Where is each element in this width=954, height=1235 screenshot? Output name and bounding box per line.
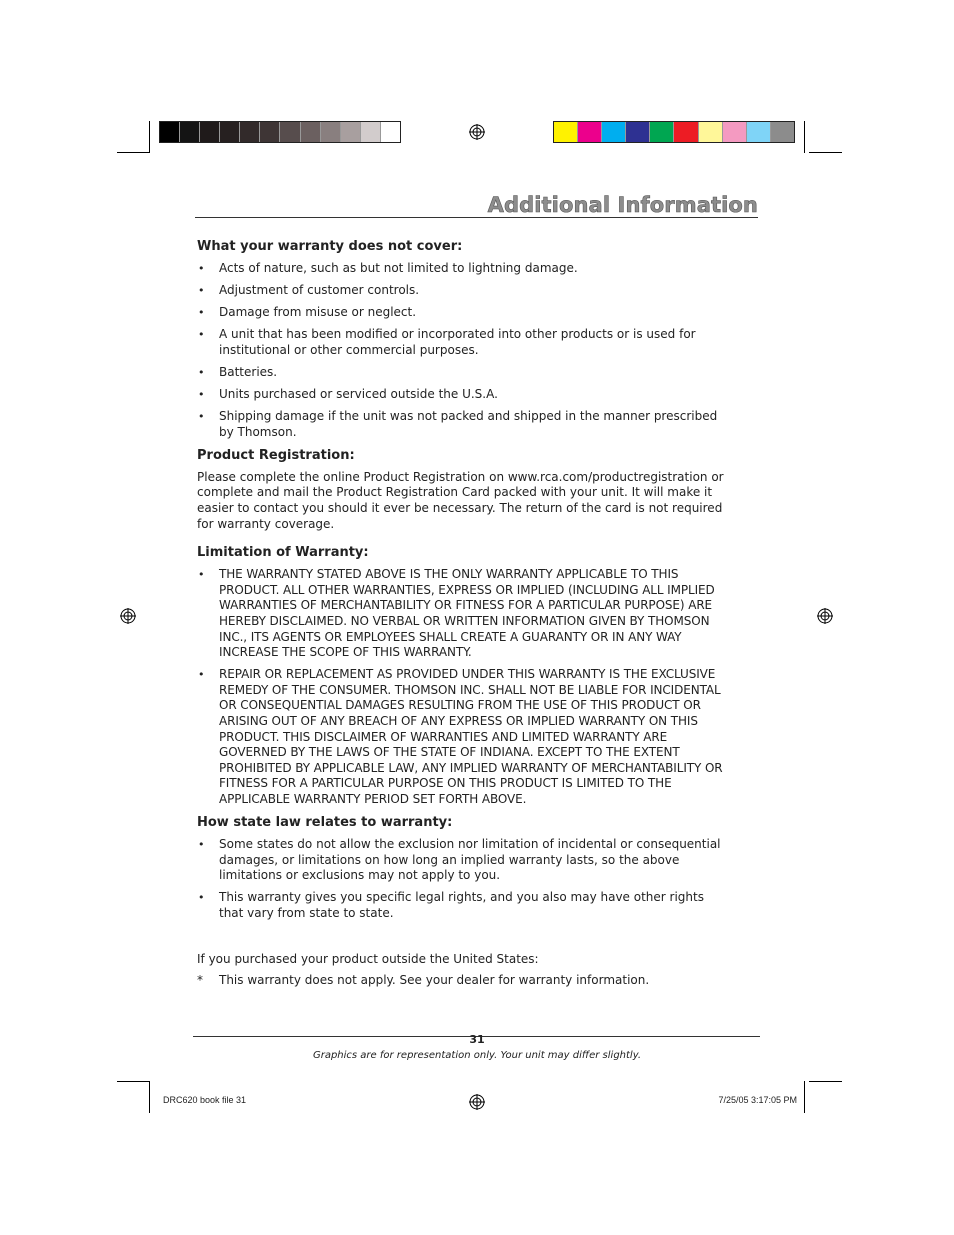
- color-swatch: [180, 122, 200, 142]
- color-swatch: [578, 122, 602, 142]
- section-heading: Limitation of Warranty:: [197, 545, 369, 561]
- limitation-list: [197, 567, 731, 807]
- state-law-section: [197, 814, 731, 921]
- list-item: • Batteries.: [197, 365, 731, 381]
- registration-text: Please complete the online Product Registration on www.rca.com/productregistration or complete and mail the Product Registration Card packed with your unit. It will make it easier to contact you should it ever be necessary. The return of the card is not required for warranty coverage.: [197, 469, 724, 531]
- state-law-list: [197, 837, 731, 921]
- color-swatch: [240, 122, 260, 142]
- registration-section: [197, 447, 731, 532]
- crop-mark: [804, 121, 805, 153]
- list-item: • A unit that has been modified or incorporated into other products or is used for institutional or other commercial purposes.: [197, 327, 731, 358]
- grayscale-calibration-bar: [159, 121, 401, 143]
- page-content: [197, 238, 731, 995]
- color-swatch: [260, 122, 280, 142]
- registration-mark-icon: [469, 1094, 485, 1110]
- crop-mark: [804, 1081, 805, 1113]
- not-covered-list: [197, 261, 731, 440]
- crop-mark: [809, 1081, 842, 1082]
- crop-mark: [149, 1081, 150, 1113]
- section-heading: How state law relates to warranty:: [197, 815, 453, 831]
- title-rule: [195, 217, 758, 218]
- section-heading: Product Registration:: [197, 447, 355, 463]
- list-item: * This warranty does not apply. See your dealer for warranty information.: [197, 973, 731, 989]
- page-title: Additional Information: [487, 193, 758, 217]
- color-swatch: [626, 122, 650, 142]
- crop-mark: [117, 1081, 150, 1082]
- crop-mark: [117, 152, 150, 153]
- color-swatch: [341, 122, 361, 142]
- outside-us-section: [197, 952, 731, 989]
- page-number: 31: [469, 1033, 485, 1046]
- print-slug-file: DRC620 book file 31: [163, 1095, 247, 1105]
- color-calibration-bar: [553, 121, 795, 143]
- list-item: • Damage from misuse or neglect.: [197, 305, 731, 321]
- limitation-section: [197, 544, 731, 807]
- print-slug-timestamp: 7/25/05 3:17:05 PM: [718, 1095, 797, 1105]
- list-item: • Shipping damage if the unit was not packed and shipped in the manner prescribed by Thomson.: [197, 409, 731, 440]
- color-swatch: [699, 122, 723, 142]
- list-item: • THE WARRANTY STATED ABOVE IS THE ONLY WARRANTY APPLICABLE TO THIS PRODUCT. ALL OTHER WARRANTIES, EXPRESS OR IMPLIED (INCLUDING ALL IMPLIED WARRANTIES OF MERCHANTABILITY OR FITNESS FOR A PARTICULAR PURPOSE) ARE HEREBY DISCLAIMED. NO VERBAL OR WRITTEN INFORMATION GIVEN BY THOMSON INC., ITS AGENTS OR EMPLOYEES SHALL CREATE A GUARANTY OR IN ANY WAY INCREASE THE SCOPE OF THIS WARRANTY.: [197, 567, 731, 661]
- outside-us-intro: If you purchased your product outside the United States:: [197, 951, 539, 966]
- list-item: • This warranty gives you specific legal rights, and you also may have other rights that vary from state to state.: [197, 890, 731, 921]
- color-swatch: [602, 122, 626, 142]
- list-item: • Units purchased or serviced outside the U.S.A.: [197, 387, 731, 403]
- registration-mark-icon: [120, 608, 136, 624]
- color-swatch: [160, 122, 180, 142]
- list-item: • REPAIR OR REPLACEMENT AS PROVIDED UNDER THIS WARRANTY IS THE EXCLUSIVE REMEDY OF THE CONSUMER. THOMSON INC. SHALL NOT BE LIABLE FOR INCIDENTAL OR CONSEQUENTIAL DAMAGES RESULTING FROM THE USE OF THIS PRODUCT OR ARISING OUT OF ANY BREACH OF ANY EXPRESS OR IMPLIED WARRANTY ON THIS PRODUCT. THIS DISCLAIMER OF WARRANTIES AND LIMITED WARRANTY ARE GOVERNED BY THE LAWS OF THE STATE OF INDIANA. EXCEPT TO THE EXTENT PROHIBITED BY APPLICABLE LAW, ANY IMPLIED WARRANTY OF MERCHANTABILITY OR FITNESS FOR A PARTICULAR PURPOSE ON THIS PRODUCT IS LIMITED TO THE APPLICABLE WARRANTY PERIOD SET FORTH ABOVE.: [197, 667, 731, 807]
- registration-mark-icon: [817, 608, 833, 624]
- color-swatch: [747, 122, 771, 142]
- crop-mark: [149, 121, 150, 153]
- color-swatch: [674, 122, 698, 142]
- color-swatch: [381, 122, 400, 142]
- outside-us-list: [197, 973, 731, 989]
- crop-mark: [809, 152, 842, 153]
- list-item: • Adjustment of customer controls.: [197, 283, 731, 299]
- not-covered-section: [197, 238, 731, 440]
- color-swatch: [301, 122, 321, 142]
- color-swatch: [771, 122, 794, 142]
- list-item: • Some states do not allow the exclusion nor limitation of incidental or consequential damages, or limitations on how long an implied warranty lasts, so the above limitations or exclusions may not apply to you.: [197, 837, 731, 884]
- color-swatch: [361, 122, 381, 142]
- registration-mark-icon: [469, 124, 485, 140]
- list-item: • Acts of nature, such as but not limited to lightning damage.: [197, 261, 731, 277]
- footer-note: Graphics are for representation only. Your unit may differ slightly.: [312, 1050, 642, 1061]
- section-heading: What your warranty does not cover:: [197, 239, 463, 254]
- color-swatch: [200, 122, 220, 142]
- color-swatch: [321, 122, 341, 142]
- color-swatch: [554, 122, 578, 142]
- color-swatch: [650, 122, 674, 142]
- color-swatch: [723, 122, 747, 142]
- color-swatch: [220, 122, 240, 142]
- color-swatch: [280, 122, 300, 142]
